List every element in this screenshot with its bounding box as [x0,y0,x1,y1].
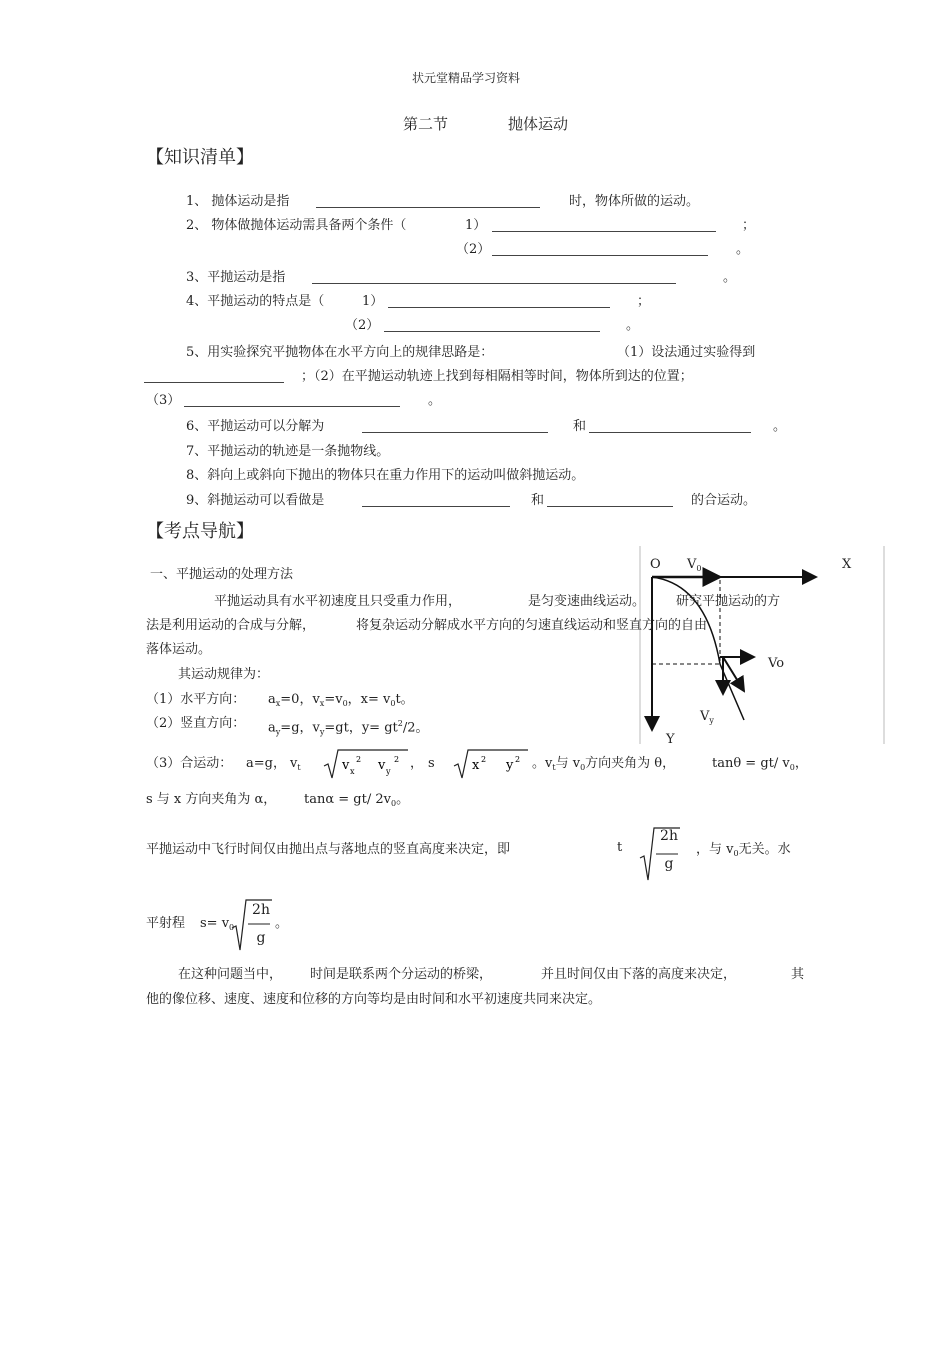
svg-text:2: 2 [481,755,487,764]
flight-time-text: 平抛运动中飞行时间仅由抛出点与落地点的竖直高度来决定，即 [146,842,511,857]
q3-blank[interactable] [312,283,676,284]
svg-text:x: x [472,758,480,773]
q4-end1: ； [637,294,651,309]
q9-blank-1[interactable] [362,506,510,507]
q1-text-end: 时，物体所做的运动。 [569,194,700,209]
knowledge-heading: 【知识清单】 [146,147,254,168]
svg-text:2: 2 [394,755,400,764]
rule-vt-symbol: $v_t$ [290,756,301,772]
svg-text:v: v [342,758,350,773]
frac-num-2: 2h [252,902,270,918]
rule-vertical-eq: $a_y=g$，$v_y=gt$，$y= gt^2/2$。 [268,719,429,737]
diagram-x-label: X [842,557,852,572]
q4-num2: （2） [345,318,380,333]
diagram-vo-label: Vo [768,656,785,671]
q2-end1: ； [742,218,756,233]
q6-text: 6、平抛运动可以分解为 [186,419,325,434]
rules-intro: 其运动规律为： [178,667,270,682]
q9-text: 9、斜抛运动可以看做是 [186,493,325,508]
rule-horizontal-label: （1）水平方向： [146,692,246,707]
q5-end: 。 [428,393,442,408]
q9-blank-2[interactable] [547,506,673,507]
alpha-text: s 与 x 方向夹角为 α， [146,792,277,807]
flight-time-end: ，与 $v_0$无关。水 [696,842,791,858]
svg-text:2: 2 [356,755,362,764]
q2-num1: 1） [465,218,487,233]
q2-text: 2、 物体做抛体运动需具备两个条件（ [186,218,407,233]
q5-blank-3[interactable] [184,406,400,407]
sqrt-vx-vy [322,746,410,780]
guide-subtitle: 一、平抛运动的处理方法 [150,567,294,582]
q5-step1: （1）设法通过实验得到 [617,345,756,360]
q6-blank-2[interactable] [589,432,751,433]
q4-num1: 1） [362,294,384,309]
guide-para-1a: 平抛运动具有水平初速度且只受重力作用， [214,594,462,609]
frac-den-2: g [256,930,266,946]
q5-step2: ；（2）在平抛运动轨迹上找到每相隔相等时间，物体所到达的位置； [301,369,693,384]
section-number: 第二节 [403,115,449,133]
q2-num2: （2） [456,242,491,257]
q9-end: 的合运动。 [691,493,757,508]
svg-text:y: y [506,758,514,773]
q5-text: 5、用实验探究平抛物体在水平方向上的规律思路是： [186,345,494,360]
q6-end: 。 [773,419,787,434]
sqrt-x-y [452,746,530,780]
rule-combined-label: （3）合运动： [146,756,233,771]
q6-blank-1[interactable] [362,432,548,433]
tan-theta-eq: tanθ = gt/ $v_0$， [712,756,808,772]
tan-alpha-eq: tanα = gt/ $2v_0$。 [304,792,410,808]
q1-text: 1、 抛体运动是指 [186,194,290,209]
final-para-1c: 并且时间仅由下落的高度来决定， [541,967,737,982]
q2-blank-2[interactable] [492,255,708,256]
q4-text: 4、平抛运动的特点是（ [186,294,325,309]
q6-and: 和 [573,419,587,434]
guide-para-1c: 研究平抛运动的方 [676,594,781,609]
final-para-2: 他的像位移、速度、速度和位移的方向等均是由时间和水平初速度共同来决定。 [146,992,602,1007]
svg-text:2: 2 [515,755,521,764]
guide-para-2b: 将复杂运动分解成水平方向的匀速直线运动和竖直方向的自由 [356,618,708,633]
svg-text:y: y [386,767,391,776]
projectile-diagram [636,544,886,749]
q8-text: 8、斜向上或斜向下抛出的物体只在重力作用下的运动叫做斜抛运动。 [186,468,585,483]
q3-text: 3、平抛运动是指 [186,270,286,285]
section-topic: 抛体运动 [508,115,569,133]
frac-den-1: g [664,856,674,872]
rule-vertical-label: （2）竖直方向： [146,716,246,731]
svg-text:x: x [350,767,355,776]
theta-text: 。$v_t$与 $v_0$方向夹角为 θ， [532,756,676,772]
q5-blank-1[interactable] [144,382,284,383]
flight-time-t: t [617,840,623,855]
diagram-y-label: Y [666,732,675,747]
comma-1: ， [410,756,424,771]
q7-text: 7、平抛运动的轨迹是一条抛物线。 [186,444,390,459]
q1-blank[interactable] [316,207,540,208]
final-para-1b: 时间是联系两个分运动的桥梁， [310,967,493,982]
guide-heading: 【考点导航】 [146,521,254,542]
q2-end2: 。 [736,242,750,257]
q2-blank-1[interactable] [492,231,716,232]
diagram-origin-label: O [650,557,661,572]
range-text: 平射程 [146,916,186,931]
range-s-eq: $s= v_0$ [200,916,235,932]
q4-blank-2[interactable] [384,331,600,332]
svg-text:v: v [378,758,386,773]
rule-s-symbol: s [428,756,435,771]
q3-end: 。 [723,270,737,285]
guide-para-2a: 法是利用运动的合成与分解， [146,618,316,633]
frac-num-1: 2h [660,828,678,844]
range-end: 。 [275,916,289,931]
final-para-1a: 在这种问题当中， [178,967,283,982]
rule-horizontal-eq: $a_x=0$，$v_x=v_0$，$x= v_0t$。 [268,692,414,708]
velocity-arrow [723,657,744,691]
guide-para-3: 落体运动。 [146,642,212,657]
diagram-v0-label: $V_0$ [687,557,702,573]
rule-a-eq: a=g， [246,756,286,771]
q5-num3: （3） [146,393,181,408]
q4-end2: 。 [626,318,640,333]
q4-blank-1[interactable] [388,307,610,308]
diagram-vy-label: $V_y$ [700,709,714,725]
q9-and: 和 [531,493,545,508]
guide-para-1b: 是匀变速曲线运动。 [528,594,646,609]
page-header: 状元堂精品学习资料 [412,71,521,85]
final-para-1d: 其 [791,967,805,982]
